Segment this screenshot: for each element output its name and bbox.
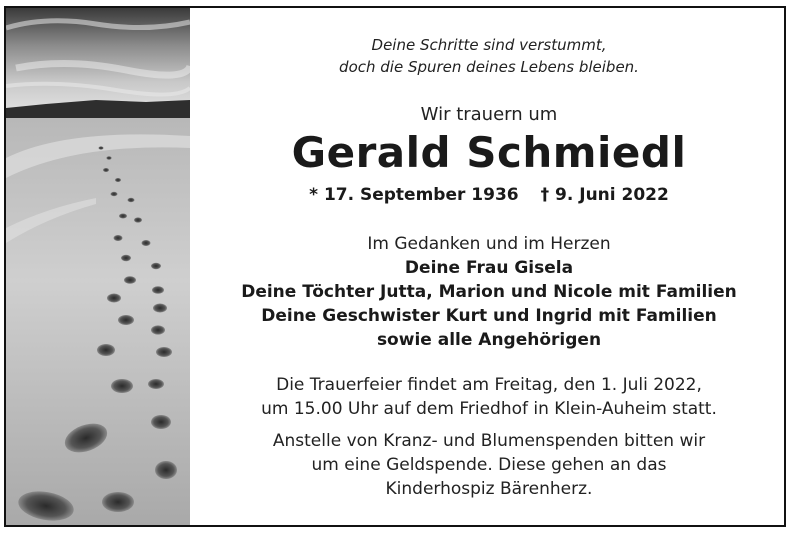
death-date: † 9. Juni 2022 xyxy=(540,185,669,205)
donation-line-3: Kinderhospiz Bärenherz. xyxy=(385,479,593,499)
thoughts-line: Im Gedanken und im Herzen xyxy=(367,234,611,254)
mourner-line: Deine Geschwister Kurt und Ingrid mit Familien xyxy=(261,306,717,326)
service-line-1: Die Trauerfeier findet am Freitag, den 1. Juli 2022, xyxy=(276,375,702,395)
quote-line-2: doch die Spuren deines Lebens bleiben. xyxy=(339,58,639,76)
birth-date: * 17. September 1936 xyxy=(309,185,519,205)
quote-line-1: Deine Schritte sind verstummt, xyxy=(371,36,607,54)
mourner-line: sowie alle Angehörigen xyxy=(376,330,602,350)
deceased-name: Gerald Schmiedl xyxy=(291,128,687,177)
donation-line-2: um eine Geldspende. Diese gehen an das xyxy=(311,455,667,475)
mourner-line: Deine Töchter Jutta, Marion und Nicole mit Familien xyxy=(241,282,737,302)
obituary-notice xyxy=(4,6,786,527)
footprints-in-sand-photo xyxy=(6,8,190,525)
notice-text xyxy=(192,8,786,525)
donation-line-1: Anstelle von Kranz- und Blumenspenden bitten wir xyxy=(272,431,706,451)
service-line-2: um 15.00 Uhr auf dem Friedhof in Klein-Auheim statt. xyxy=(261,399,717,419)
mourner-line: Deine Frau Gisela xyxy=(404,258,574,278)
intro-text: Wir trauern um xyxy=(420,104,558,125)
life-dates xyxy=(192,185,786,205)
